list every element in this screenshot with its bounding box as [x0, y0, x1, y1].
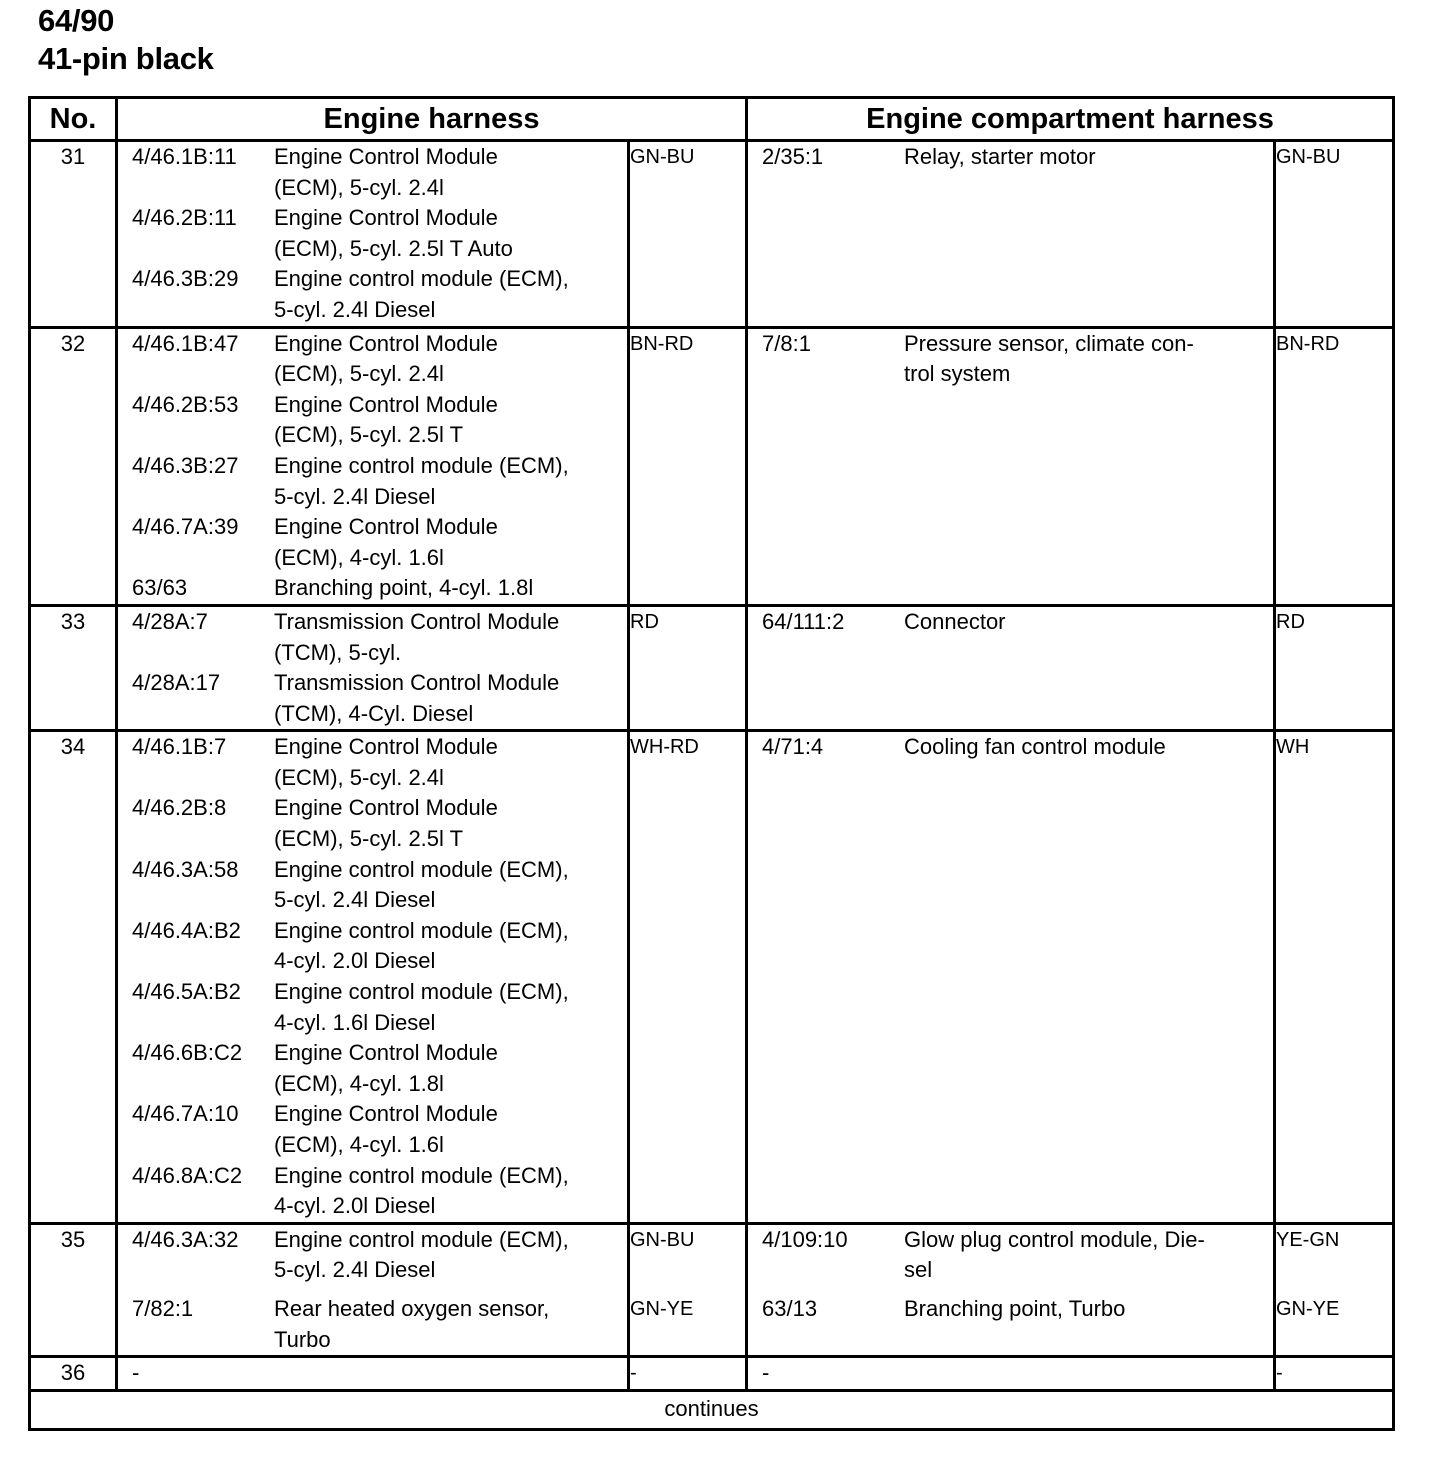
terminal-code: 4/46.1B:11	[132, 144, 237, 169]
list-item	[118, 203, 627, 264]
terminal-code: 4/46.1B:7	[132, 734, 227, 760]
list-item	[118, 916, 627, 977]
terminal-code: 4/46.3A:32	[132, 1226, 239, 1252]
pin-number: 34	[30, 731, 117, 1224]
list-item	[118, 329, 627, 390]
terminal-code: 4/46.3A:58	[132, 856, 239, 882]
component-description: Engine Control Module (ECM), 5-cyl. 2.5l T	[274, 795, 498, 852]
component-description: Engine Control Module (ECM), 5-cyl. 2.5l T	[274, 391, 498, 448]
terminal-code: -	[762, 1360, 770, 1386]
list-item	[748, 607, 1273, 638]
component-description: Engine Control Module (ECM), 5-cyl. 2.4l	[274, 734, 498, 790]
list-item	[118, 573, 627, 604]
terminal-code: 63/63	[132, 575, 188, 601]
continues-note: continues	[30, 1390, 1394, 1429]
compartment-wire-color-cell	[1275, 327, 1394, 605]
component-description	[274, 1358, 627, 1389]
table-row	[30, 605, 1394, 730]
pin-number: 33	[30, 605, 117, 730]
col-header-compartment-harness: Engine compartment harness	[747, 98, 1394, 141]
component-description: Rear heated oxygen sensor, Turbo	[274, 1295, 550, 1352]
component-description: Engine Control Module (ECM), 5-cyl. 2.4l	[274, 144, 498, 200]
connector-number: 64/90	[38, 3, 115, 38]
terminal-code: 4/46.5A:B2	[132, 979, 241, 1005]
engine-harness-cell	[117, 1357, 629, 1391]
terminal-code: 4/46.2B:8	[132, 795, 227, 821]
component-description: Engine control module (ECM), 4-cyl. 1.6l Diesel	[274, 979, 569, 1035]
compartment-harness-cell	[747, 327, 1275, 605]
pin-number: 31	[30, 141, 117, 328]
wire-color: BN-RD	[630, 332, 694, 355]
component-description: Engine control module (ECM), 4-cyl. 2.0l Diesel	[274, 917, 569, 974]
component-description: Connector	[904, 608, 1006, 634]
table-row	[30, 1357, 1394, 1391]
compartment-harness-cell	[747, 731, 1275, 1224]
list-item	[118, 1225, 627, 1286]
table-row	[30, 141, 1394, 328]
list-item	[118, 512, 627, 573]
engine-wire-color-cell	[629, 731, 747, 1224]
wire-color: GN-YE	[630, 1297, 694, 1320]
list-item	[118, 1294, 627, 1355]
connector-title	[38, 2, 214, 78]
list-item	[748, 1294, 1273, 1325]
compartment-harness-cell	[747, 605, 1275, 730]
wire-color: GN-YE	[1276, 1297, 1340, 1320]
list-item	[748, 732, 1273, 763]
terminal-code: 2/35:1	[762, 144, 824, 169]
component-description: Glow plug control module, Die- sel	[904, 1226, 1205, 1283]
engine-wire-color-cell	[629, 605, 747, 730]
compartment-wire-color-cell	[1275, 1223, 1394, 1356]
pin-number: 35	[30, 1223, 117, 1356]
component-description: Engine control module (ECM), 5-cyl. 2.4l Diesel	[274, 452, 569, 509]
component-description: Engine control module (ECM), 5-cyl. 2.4l Diesel	[274, 266, 569, 322]
component-description: Engine Control Module (ECM), 4-cyl. 1.6l	[274, 1101, 498, 1157]
wire-color: RD	[630, 610, 659, 633]
table-row	[30, 327, 1394, 605]
engine-harness-cell	[117, 731, 629, 1224]
wire-color: BN-RD	[1276, 332, 1340, 355]
terminal-code: 4/109:10	[762, 1226, 848, 1252]
compartment-harness-cell	[747, 1357, 1275, 1391]
list-item	[118, 607, 627, 668]
terminal-code: 4/46.1B:47	[132, 330, 239, 356]
pin-number: 36	[30, 1357, 117, 1391]
wire-color: RD	[1276, 610, 1305, 633]
list-item	[118, 855, 627, 916]
col-header-engine-harness: Engine harness	[117, 98, 747, 141]
wire-color: GN-BU	[1276, 146, 1341, 168]
list-item	[748, 329, 1273, 390]
wire-color: WH	[1276, 736, 1310, 759]
list-item	[118, 977, 627, 1038]
terminal-code: 4/46.2B:11	[132, 205, 237, 231]
list-item	[118, 1161, 627, 1222]
terminal-code: 4/46.2B:53	[132, 391, 239, 417]
pin-number: 32	[30, 327, 117, 605]
table-header-row	[30, 98, 1394, 141]
wire-color: -	[1276, 1362, 1283, 1385]
table-row	[30, 1223, 1394, 1356]
engine-wire-color-cell	[629, 1223, 747, 1356]
list-item	[118, 1358, 627, 1389]
terminal-code: 4/46.6B:C2	[132, 1040, 243, 1066]
terminal-code: 4/28A:17	[132, 670, 221, 696]
component-description: Transmission Control Module (TCM), 5-cyl.	[274, 608, 560, 665]
terminal-code: 4/46.4A:B2	[132, 917, 241, 943]
engine-harness-cell	[117, 1223, 629, 1356]
list-item	[118, 793, 627, 854]
wire-color: WH-RD	[630, 736, 699, 759]
table-body	[30, 141, 1394, 1391]
wire-color: GN-BU	[630, 1228, 695, 1251]
wire-color: GN-BU	[630, 146, 695, 168]
component-description: Engine control module (ECM), 5-cyl. 2.4l Diesel	[274, 1226, 569, 1283]
list-item	[118, 1038, 627, 1099]
list-item	[118, 732, 627, 793]
terminal-code: 4/46.3B:29	[132, 266, 239, 292]
component-description: Cooling fan control module	[904, 734, 1166, 760]
connector-description: 41-pin black	[38, 41, 214, 76]
component-description: Engine Control Module (ECM), 4-cyl. 1.6l	[274, 514, 498, 570]
component-description: Engine control module (ECM), 4-cyl. 2.0l Diesel	[274, 1162, 569, 1219]
terminal-code: 63/13	[762, 1295, 818, 1321]
component-description: Engine Control Module (ECM), 5-cyl. 2.4l	[274, 330, 498, 387]
table-row	[30, 731, 1394, 1224]
compartment-wire-color-cell	[1275, 731, 1394, 1224]
terminal-code: 4/46.8A:C2	[132, 1162, 243, 1188]
wire-color: -	[630, 1362, 637, 1385]
component-description: Transmission Control Module (TCM), 4-Cyl. Diesel	[274, 670, 560, 726]
col-header-no: No.	[30, 98, 117, 141]
list-item	[118, 451, 627, 512]
list-item	[118, 668, 627, 729]
engine-harness-cell	[117, 141, 629, 328]
list-item	[118, 264, 627, 325]
compartment-harness-cell	[747, 141, 1275, 328]
compartment-wire-color-cell	[1275, 141, 1394, 328]
component-description: Engine Control Module (ECM), 4-cyl. 1.8l	[274, 1040, 498, 1096]
component-description: Branching point, 4-cyl. 1.8l	[274, 575, 534, 601]
list-item	[118, 142, 627, 203]
list-item	[748, 1225, 1273, 1286]
list-item	[748, 142, 1273, 173]
component-description	[904, 1358, 1273, 1389]
list-item	[118, 390, 627, 451]
list-item	[748, 1358, 1273, 1389]
terminal-code: 4/46.7A:10	[132, 1101, 239, 1127]
component-description: Pressure sensor, climate con- trol system	[904, 330, 1194, 387]
terminal-code: 4/46.7A:39	[132, 514, 239, 540]
engine-harness-cell	[117, 605, 629, 730]
terminal-code: 4/71:4	[762, 734, 824, 760]
terminal-code: 7/8:1	[762, 330, 811, 356]
footer-row	[30, 1390, 1394, 1429]
component-description: Engine control module (ECM), 5-cyl. 2.4l Diesel	[274, 856, 569, 913]
terminal-code: 64/111:2	[762, 608, 845, 634]
component-description: Engine Control Module (ECM), 5-cyl. 2.5l T Auto	[274, 205, 513, 261]
terminal-code: 4/28A:7	[132, 608, 208, 634]
engine-harness-cell	[117, 327, 629, 605]
wire-color: YE-GN	[1276, 1228, 1340, 1251]
engine-wire-color-cell	[629, 1357, 747, 1391]
component-description: Branching point, Turbo	[904, 1295, 1126, 1321]
terminal-code: 7/82:1	[132, 1295, 194, 1321]
terminal-code: 4/46.3B:27	[132, 452, 239, 478]
terminal-code: -	[132, 1360, 140, 1386]
compartment-harness-cell	[747, 1223, 1275, 1356]
component-description: Relay, starter motor	[904, 144, 1096, 169]
engine-wire-color-cell	[629, 327, 747, 605]
compartment-wire-color-cell	[1275, 605, 1394, 730]
engine-wire-color-cell	[629, 141, 747, 328]
compartment-wire-color-cell	[1275, 1357, 1394, 1391]
pin-table	[28, 96, 1395, 1431]
list-item	[118, 1099, 627, 1160]
